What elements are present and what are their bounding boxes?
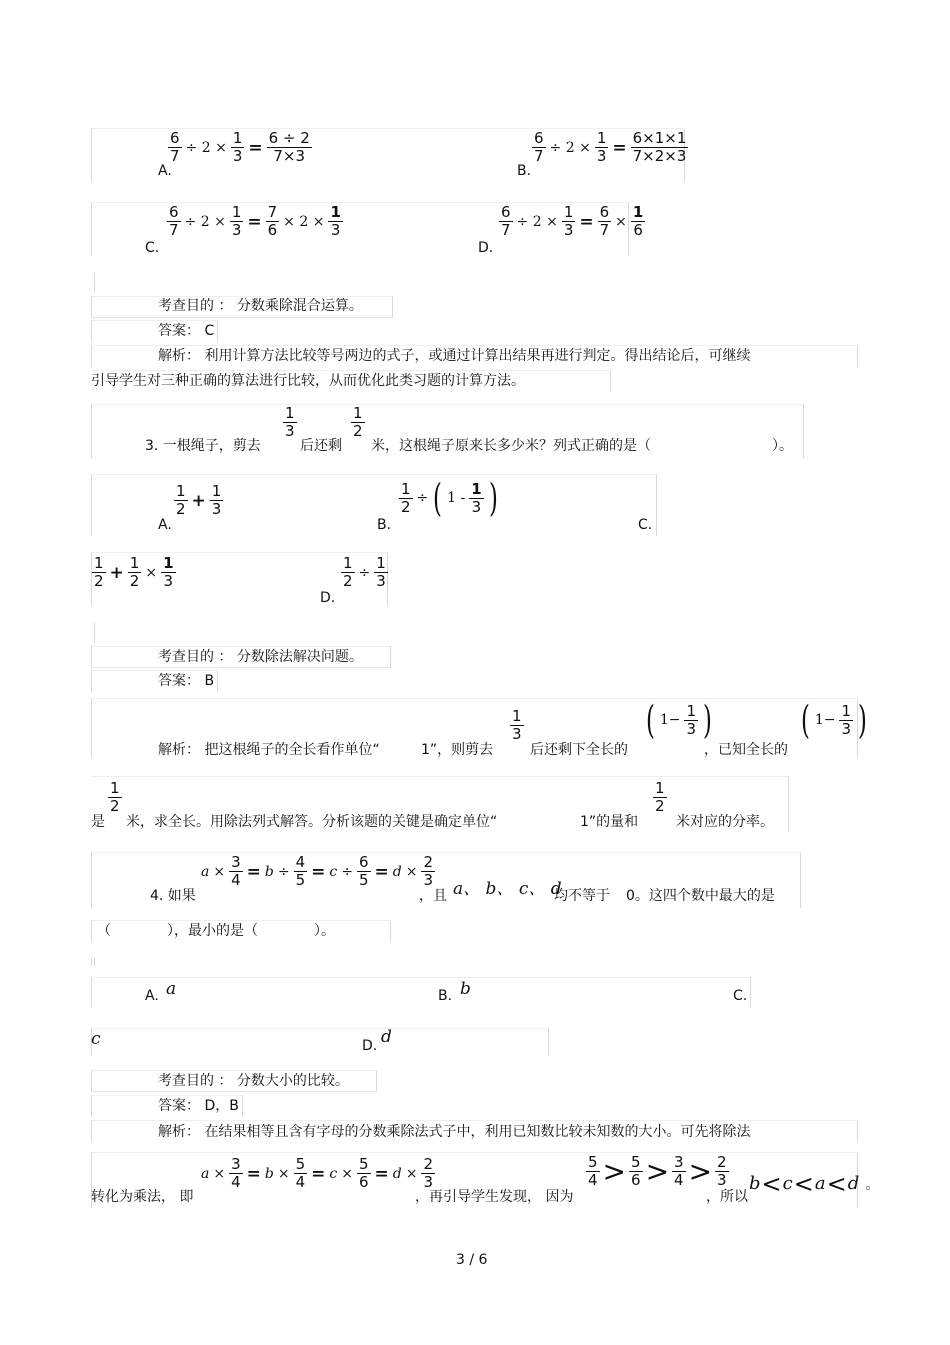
q4-question-zero: 0。这四个数中最大的是 xyxy=(626,888,775,904)
q4-option-row-2 xyxy=(91,1028,549,1056)
q3-analysis-line2-mid: 米，求全长。用除法列式解答。分析该题的关键是确定单位“ xyxy=(126,814,498,830)
q4-option-c-value: c xyxy=(91,1029,101,1049)
q3-analysis-unit-one: 1”，则剪去 xyxy=(421,742,494,758)
q3-analysis-prefix: 解析： 把这根绳子的全长看作单位“ xyxy=(158,742,380,758)
q3-option-b-label: B. xyxy=(377,517,392,533)
q4-option-row-1 xyxy=(91,977,751,1007)
q2-option-c-expression: $\frac{6}{7}$ ÷ 2 × $\frac{1}{3}$ = $\frac{7}{6}$ × 2 × $\frac{1}{3}$ xyxy=(169,203,341,239)
q2-option-a-expression: $\frac{6}{7}$ ÷ 2 × $\frac{1}{3}$ = $\frac{6 \div 2}{7\times 3}$ xyxy=(170,129,310,165)
q3-fraction-one-third: $\frac{1}{3}$ xyxy=(285,404,295,440)
q4-option-b-value: b xyxy=(460,979,471,999)
q4-question-mid: ，且 xyxy=(419,888,447,904)
q3-analysis-line2-unit-one: 1”的量和 xyxy=(580,814,639,830)
q4-analysis-line2-prefix: 转化为乘法， 即 xyxy=(91,1189,194,1205)
q3-analysis-line2-fraction-1: $\frac{1}{2}$ xyxy=(110,779,120,815)
q3-answer: 答案： B xyxy=(158,673,215,689)
q2-analysis-line-2: 引导学生对三种正确的算法进行比较，从而优化此类习题的计算方法。 xyxy=(91,373,525,389)
q4-option-a-label: A. xyxy=(145,988,159,1004)
q4-question-equation: a × $\frac{3}{4}$ = b ÷ $\frac{4}{5}$ = c ÷ $\frac{6}{5}$ = d × $\frac{2}{3}$ xyxy=(201,853,434,889)
q2-option-b-label: B. xyxy=(517,163,532,179)
q3-option-a-label: A. xyxy=(158,517,172,533)
q2-option-a-label: A. xyxy=(158,163,172,179)
q4-option-b-label: B. xyxy=(438,988,453,1004)
q2-option-d-expression: $\frac{6}{7}$ ÷ 2 × $\frac{1}{3}$ = $\frac{6}{7}$ × $\frac{1}{6}$ xyxy=(501,203,644,239)
q3-option-d-label: D. xyxy=(320,590,336,606)
q2-purpose: 考查目的 ： 分数乘除混合运算。 xyxy=(158,298,363,314)
q4-analysis-equation: a × $\frac{3}{4}$ = b × $\frac{5}{4}$ = c × $\frac{5}{6}$ = d × $\frac{2}{3}$ xyxy=(201,1155,434,1191)
q3-analysis-fraction-one-third: $\frac{1}{3}$ xyxy=(512,707,522,743)
q3-analysis-end: ，已知全长的 xyxy=(704,742,788,758)
q3-analysis-mid: 后还剩下全长的 xyxy=(530,742,628,758)
q4-option-a-value: a xyxy=(166,979,177,999)
q4-option-c-label: C. xyxy=(733,988,748,1004)
q3-question-mid: 后还剩 xyxy=(300,438,342,454)
q3-option-c-expression: $\frac{1}{2}$ + $\frac{1}{2}$ × $\frac{1}{3}$ xyxy=(94,554,174,590)
q4-purpose: 考查目的 ： 分数大小的比较。 xyxy=(158,1073,349,1089)
q4-analysis-line2-end: ，所以 xyxy=(706,1189,748,1205)
q4-question-prefix: 4. 如果 xyxy=(150,888,196,904)
q4-spacer xyxy=(91,958,95,966)
q4-question-variables: a、 b、 c、 d xyxy=(453,879,562,899)
q3-option-a-expression: $\frac{1}{2}$ + $\frac{1}{3}$ xyxy=(176,482,222,518)
q3-question-suffix: 米，这根绳子原来长多少米？列式正确的是（ xyxy=(371,438,651,454)
q3-analysis-line2-end: 米对应的分率。 xyxy=(676,814,774,830)
q4-analysis-line2-mid: ，再引导学生发现， 因为 xyxy=(415,1189,574,1205)
q3-fraction-one-half: $\frac{1}{2}$ xyxy=(353,404,363,440)
q2-spacer xyxy=(94,273,96,293)
q3-spacer xyxy=(94,623,96,643)
q3-purpose: 考查目的 ： 分数除法解决问题。 xyxy=(158,649,363,665)
q3-analysis-expression-1: ( 1− $\frac{1}{3}$ ) xyxy=(645,698,712,742)
q3-option-b-expression: $\frac{1}{2}$ ÷ ( 1 - $\frac{1}{3}$ ) xyxy=(401,476,498,520)
q3-analysis-line2-prefix: 是 xyxy=(91,814,105,830)
q4-option-d-label: D. xyxy=(362,1038,378,1054)
q3-analysis-line2-fraction-2: $\frac{1}{2}$ xyxy=(655,779,665,815)
q3-analysis-expression-2: ( 1− $\frac{1}{3}$ ) xyxy=(800,698,867,742)
q4-analysis-conclusion: b<c<a<d 。 xyxy=(749,1170,880,1198)
q4-option-d-value: d xyxy=(381,1027,392,1047)
q3-question-prefix: 3. 一根绳子，剪去 xyxy=(145,438,261,454)
q3-option-d-expression: $\frac{1}{2}$ ÷ $\frac{1}{3}$ xyxy=(343,554,386,590)
q2-option-b-expression: $\frac{6}{7}$ ÷ 2 × $\frac{1}{3}$ = $\frac{6\times 1\times 1}{7\times 2\times 3}$ xyxy=(534,129,687,165)
q4-question-line2: （ ），最小的是（ ）。 xyxy=(97,923,335,939)
q2-answer: 答案： C xyxy=(158,323,215,339)
q3-question-end: ）。 xyxy=(772,438,793,454)
q2-option-c-label: C. xyxy=(145,240,160,256)
q4-analysis-line-1: 解析： 在结果相等且含有字母的分数乘除法式子中，利用已知数比较未知数的大小。可先将除法 xyxy=(158,1124,751,1140)
q3-option-c-label: C. xyxy=(638,517,653,533)
q4-question-suffix: 均不等于 xyxy=(554,888,610,904)
q4-answer: 答案： D，B xyxy=(158,1098,239,1114)
q2-option-d-label: D. xyxy=(478,240,494,256)
page-number: 3 / 6 xyxy=(456,1252,488,1268)
q4-analysis-inequality: $\frac{5}{4}$ > $\frac{5}{6}$ > $\frac{3}{4}$ > $\frac{2}{3}$ xyxy=(588,1153,727,1189)
q2-analysis-line-1: 解析： 利用计算方法比较等号两边的式子，或通过计算出结果再进行判定。得出结论后，可继续 xyxy=(158,348,751,364)
